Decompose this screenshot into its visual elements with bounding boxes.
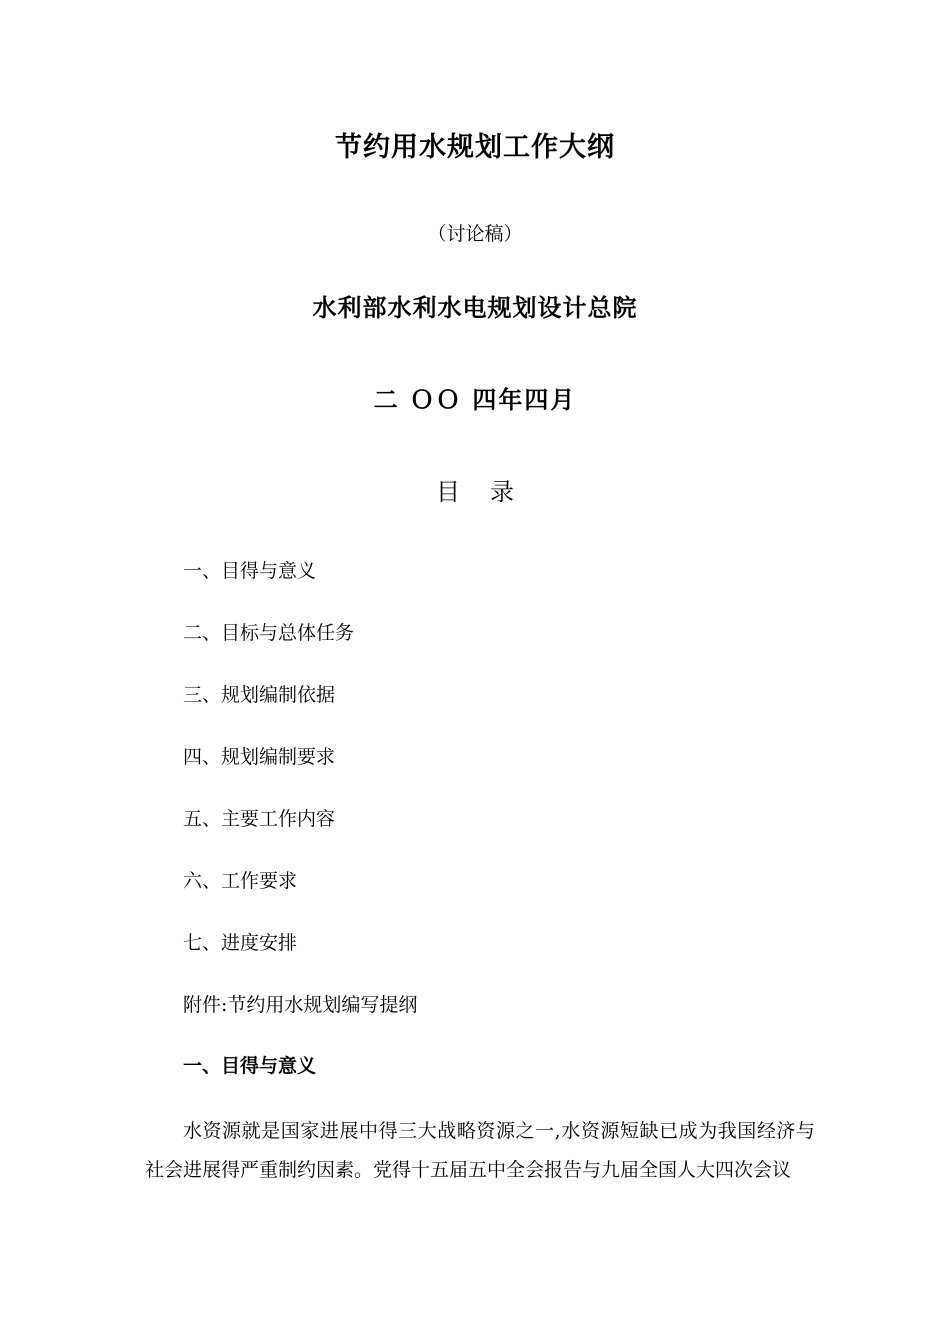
toc-heading: 目录: [436, 478, 544, 506]
section-paragraph: 水资源就是国家进展中得三大战略资源之一,水资源短缺已成为我国经济与社会进展得严重制约因素。党得十五届五中全会报告与九届全国人大四次会议: [145, 1120, 815, 1181]
toc-item: 二、目标与总体任务: [183, 622, 355, 644]
document-subtitle: （讨论稿）: [427, 223, 523, 245]
toc-item: 六、工作要求: [183, 870, 298, 892]
toc-item: 三、规划编制依据: [183, 684, 336, 706]
table-of-contents: [183, 556, 417, 1052]
toc-item: 七、进度安排: [183, 932, 298, 954]
document-organization: 水利部水利水电规划设计总院: [312, 293, 638, 322]
section-heading: 一、目得与意义: [183, 1055, 317, 1077]
toc-item: 四、规划编制要求: [183, 746, 336, 768]
document-title: 节约用水规划工作大纲: [335, 132, 615, 163]
toc-item: 一、目得与意义: [183, 560, 317, 582]
toc-item: 五、主要工作内容: [183, 808, 336, 830]
toc-item: 附件:节约用水规划编写提纲: [183, 994, 418, 1016]
document-date: 二 ＯＯ 四年四月: [373, 385, 577, 414]
